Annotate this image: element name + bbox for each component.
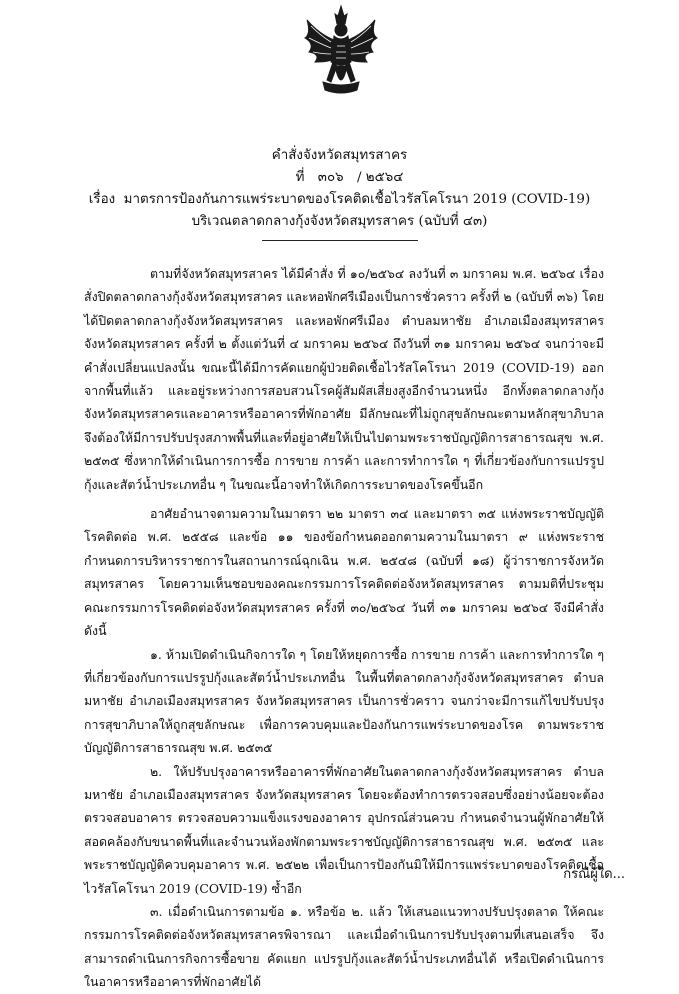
- paragraph-authority: อาศัยอำนาจตามความในมาตรา ๒๒ มาตรา ๓๔ และมาตรา ๓๕ แห่งพระราชบัญญัติโรคติดต่อ พ.ศ. ๒๕๕๘ และข้อ ๑๑ ของข้อกำหนดออกตามความในมาตรา ๙ แห่งพระราชกำหนดการบริหารราชการในสถานการณ์ฉุกเฉิน พ.ศ. ๒๕๔๘ (ฉบับที่ ๑๘) ผู้ว่าราชการจังหวัดสมุทรสาคร โดยความเห็นชอบของคณะกรรมการโรคติดต่อจังหวัดสมุทรสาคร ตามมติที่ประชุมคณะกรรมการโรคติดต่อจังหวัดสมุทรสาคร ครั้งที่ ๓๐/๒๕๖๔ วันที่ ๓๑ มกราคม ๒๕๖๔ จึงมีคำสั่ง ดังนี้: [84, 506, 604, 639]
- header-divider: [262, 240, 418, 241]
- order-number-prefix: ที่: [295, 170, 305, 185]
- order-body: [84, 262, 604, 994]
- subject-text: มาตรการป้องกันการแพร่ระบาดของโรคติดเชื้อไวรัสโคโรนา 2019 (COVID-19): [123, 192, 591, 207]
- order-title: คำสั่งจังหวัดสมุทรสาคร: [271, 148, 408, 163]
- order-year: / ๒๕๖๔: [356, 170, 404, 185]
- continuation-note: กรณีผู้ใด...: [563, 867, 625, 882]
- paragraph-clause-1: ๑. ห้ามเปิดดำเนินกิจการใด ๆ โดยให้หยุดการซื้อ การขาย การค้า และการทำการใด ๆ ที่เกี่ยวข้องกับการแปรรูปกุ้งและสัตว์น้ำประเภทอื่น ในพื้นที่ตลาดกลางกุ้งจังหวัดสมุทรสาคร ตำบลมหาชัย อำเภอเมืองสมุทรสาคร จังหวัดสมุทรสาคร เป็นการชั่วคราว จนกว่าจะมีการแก้ไขปรับปรุงการสุขาภิบาลให้ถูกสุขลักษณะ เพื่อการควบคุมและป้องกันการแพร่ระบาดของโรค ตามพระราชบัญญัติการสาธารณสุข พ.ศ. ๒๕๓๕: [84, 646, 604, 756]
- order-header: [0, 145, 679, 233]
- paragraph-clause-3: ๓. เมื่อดำเนินการตามข้อ ๑. หรือข้อ ๒. แล้ว ให้เสนอแนวทางปรับปรุงตลาด ให้คณะกรรมการโรคติดต่อจังหวัดสมุทรสาครพิจารณา และเมื่อดำเนินการปรับปรุงตามที่เสนอเสร็จ จึงสามารถดำเนินการกิจการซื้อขาย คัดแยก แปรรูปกุ้งและสัตว์น้ำประเภทอื่นได้ หรือเปิดดำเนินการในอาคารหรืออาคารที่พักอาศัยได้: [84, 903, 604, 990]
- order-number-line: [0, 167, 679, 189]
- order-subject-line: [0, 189, 679, 211]
- subject-label: เรื่อง: [88, 192, 116, 207]
- paragraph-background: ตามที่จังหวัดสมุทรสาคร ได้มีคำสั่ง ที่ ๑๐/๒๕๖๔ ลงวันที่ ๓ มกราคม พ.ศ. ๒๕๖๔ เรื่อง สั่งปิดตลาดกลางกุ้งจังหวัดสมุทรสาคร และหอพักศรีเมืองเป็นการชั่วคราว ครั้งที่ ๒ (ฉบับที่ ๓๖) โดยได้ปิดตลาดกลางกุ้งจังหวัดสมุทรสาคร และหอพักศรีเมือง ตำบลมหาชัย อำเภอเมืองสมุทรสาคร จังหวัดสมุทรสาคร ครั้งที่ ๒ ตั้งแต่วันที่ ๔ มกราคม ๒๕๖๔ ถึงวันที่ ๓๑ มกราคม ๒๕๖๔ จนกว่าจะมีคำสั่งเปลี่ยนแปลงนั้น ขณะนี้ได้มีการคัดแยกผู้ป่วยติดเชื้อไวรัสโคโรนา 2019 (COVID-19) ออกจากพื้นที่แล้ว และอยู่ระหว่างการสอบสวนโรคผู้สัมผัสเสี่ยงสูงอีกจำนวนหนึ่ง อีกทั้งตลาดกลางกุ้งจังหวัดสมุทรสาครและอาคารหรืออาคารที่พักอาศัย มีลักษณะที่ไม่ถูกสุขลักษณะตามหลักสุขาภิบาล จึงต้องให้มีการปรับปรุงสภาพพื้นที่และที่อยู่อาศัยให้เป็นไปตามพระราชบัญญัติการสาธารณสุข พ.ศ. ๒๕๓๕ ซึ่งหากให้ดำเนินการการซื้อ การขาย การค้า และการทำการใด ๆ ที่เกี่ยวข้องกับการแปรรูปกุ้งและสัตว์น้ำประเภทอื่น ๆ ในขณะนี้อาจทำให้เกิดการระบาดของโรคขึ้นอีก: [84, 266, 604, 492]
- order-number: ๓๐๖: [317, 170, 344, 185]
- subject-text-continued: บริเวณตลาดกลางกุ้งจังหวัดสมุทรสาคร (ฉบับที่ ๔๓): [191, 214, 488, 229]
- paragraph-clause-2: ๒. ให้ปรับปรุงอาคารหรืออาคารที่พักอาศัยในตลาดกลางกุ้งจังหวัดสมุทรสาคร ตำบลมหาชัย อำเภอเมืองสมุทรสาคร จังหวัดสมุทรสาคร โดยจะต้องทำการตรวจสอบซึ่งอย่างน้อยจะต้องตรวจสอบอาคาร ตรวจสอบความแข็งแรงของอาคาร อุปกรณ์ส่วนควบ กำหนดจำนวนผู้พักอาศัยให้สอดคล้องกับขนาดพื้นที่และจำนวนห้องพักตามพระราชบัญญัติการสาธารณสุข พ.ศ. ๒๕๓๕ และพระราชบัญญัติควบคุมอาคาร พ.ศ. ๒๕๒๒ เพื่อเป็นการป้องกันมิให้มีการแพร่ระบาดของโรคติดเชื้อไวรัสโคโรนา 2019 (COVID-19) ซ้ำอีก: [84, 763, 604, 896]
- garuda-emblem-icon: [301, 4, 381, 104]
